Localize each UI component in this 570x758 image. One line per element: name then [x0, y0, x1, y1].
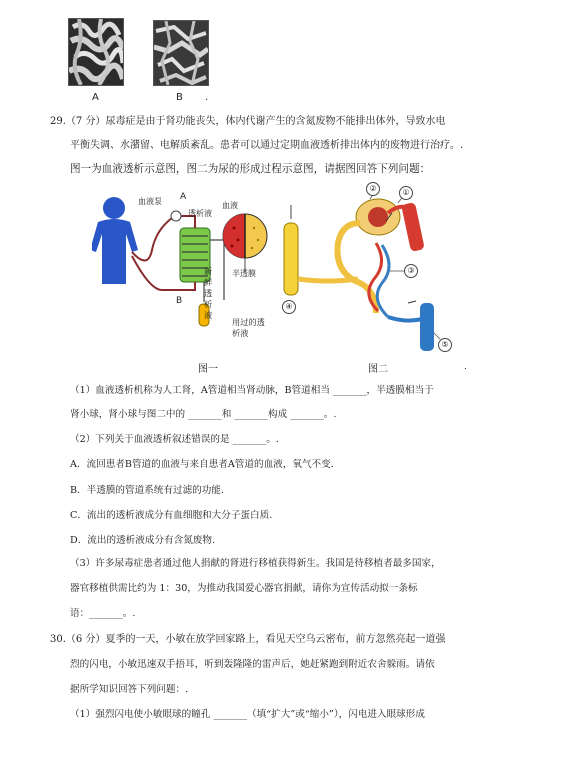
fig2-marker-3: ③ — [404, 264, 418, 278]
q29-sub3-line-b: 器官移植供需比约为 1：30，为推动我国爱心器官捐献，请你为宣传活动拟一条标 — [70, 583, 418, 594]
q30-line-2: 烈的闪电，小敏迅速双手捂耳，听到轰隆隆的雷声后，她赶紧跑到附近农舍躲雨。请依 — [70, 659, 435, 670]
fig2-trail: . — [464, 362, 467, 372]
fig2-marker-5: ⑤ — [438, 338, 452, 352]
q29-line-1: 29.（7 分）尿毒症是由于肾功能丧失，体内代谢产生的含氮废物不能排出体外，导致水电 — [50, 116, 446, 127]
micrograph-a — [68, 18, 124, 86]
q29-line-3: 图一为血液透析示意图，图二为尿的形成过程示意图，请据图回答下列问题： — [70, 163, 431, 175]
figure-two-diagram — [278, 183, 468, 358]
q29-option-d: D．流出的透析液成分有含氮废物. — [70, 535, 216, 546]
q29-line-2: 平衡失调、水潴留、电解质紊乱。患者可以通过定期血液透析排出体内的废物进行治疗。. — [70, 140, 464, 151]
fig1-title: 图一 — [198, 364, 218, 375]
fig2-marker-4: ④ — [282, 300, 296, 314]
fig1-dialysate-label: 透析液 — [188, 209, 212, 218]
fig1-fresh-label: 新鲜透析液 — [204, 266, 213, 320]
human-silhouette — [92, 197, 138, 284]
micrograph-b-label: B — [176, 92, 183, 103]
micrograph-a-label: A — [92, 92, 99, 103]
fig1-b-label: B — [176, 296, 183, 306]
q29-sub2: （2）下列关于血液透析叙述错误的是 _______。. — [70, 434, 279, 445]
q29-option-a: A．流回患者B管道的血液与来自患者A管道的血液，氧气不变. — [70, 459, 334, 470]
q29-sub1-line-b: 肾小球，肾小球与图二中的 _______和 _______构成 _______。. — [70, 409, 337, 420]
fig1-a-label: A — [180, 192, 187, 202]
fig1-pump-label: 血液泵 — [138, 197, 162, 206]
q29-option-b: B．半透膜的管道系统有过滤的功能. — [70, 485, 225, 496]
micrograph-trail: . — [205, 92, 209, 103]
q29-sub3-line-a: （3）许多尿毒症患者通过他人捐献的肾进行移植获得新生。我国是待移植者最多国家， — [70, 558, 441, 569]
fig1-used-label: 用过的透析液 — [232, 317, 265, 338]
fig1-blood-label: 血液 — [222, 201, 238, 210]
fig2-marker-2: ② — [366, 182, 380, 196]
q30-line-1: 30.（6 分）夏季的一天，小敏在放学回家路上，看见天空乌云密布，前方忽然亮起一道强 — [50, 634, 446, 645]
fig1-membrane-label: 半透膜 — [232, 269, 256, 278]
q30-sub1: （1）强烈闪电使小敏眼球的瞳孔 _______（填“扩大”或“缩小”），闪电进入眼球形成 — [70, 709, 425, 720]
fig2-title: 图二 — [368, 364, 388, 375]
micrograph-b — [153, 20, 209, 86]
q29-sub3-line-c: 语：_______。. — [70, 608, 136, 619]
q29-option-c: C．流出的透析液成分有血细胞和大分子蛋白质. — [70, 510, 273, 521]
fig2-marker-1: ① — [399, 186, 413, 200]
q29-sub1-line-a: （1）血液透析机称为人工肾，A管道相当肾动脉，B管道相当 _______，半透膜相当于 — [70, 385, 434, 396]
q30-line-3: 据所学知识回答下列问题：. — [70, 684, 189, 695]
